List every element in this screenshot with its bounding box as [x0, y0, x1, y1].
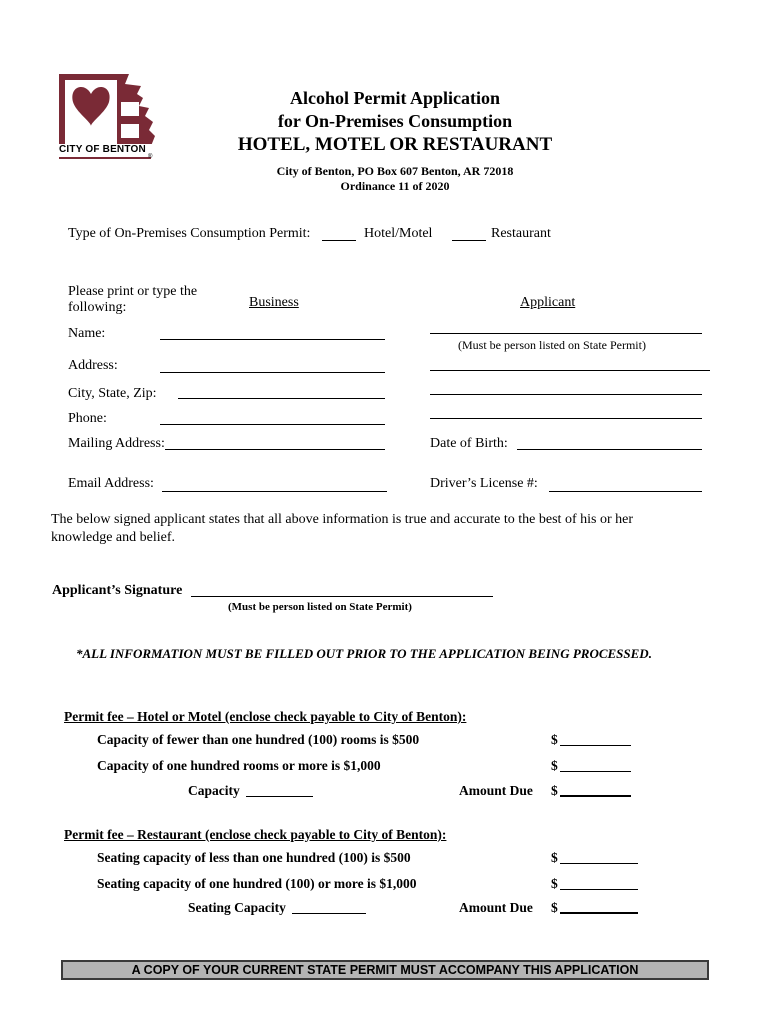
mailing-address-label: Mailing Address: — [68, 436, 165, 451]
logo-text: CITY OF BENTON — [59, 144, 146, 155]
drivers-license-field[interactable] — [549, 491, 702, 492]
hotel-motel-option: Hotel/Motel — [364, 226, 433, 241]
state-permit-banner: A COPY OF YOUR CURRENT STATE PERMIT MUST ACCOMPANY THIS APPLICATION — [61, 960, 709, 980]
restaurant-option: Restaurant — [491, 226, 551, 241]
hotel-amount-due-field[interactable] — [560, 795, 631, 797]
restaurant-dollar-1: $ — [551, 850, 558, 865]
statement-line-1: The below signed applicant states that all above information is true and accurate to the best of his or her — [51, 512, 633, 527]
hotel-motel-blank[interactable] — [322, 240, 356, 241]
city-state-zip-label: City, State, Zip: — [68, 386, 157, 401]
signature-note: (Must be person listed on State Permit) — [228, 601, 412, 613]
hotel-fee-500-field[interactable] — [560, 745, 631, 746]
hotel-fee-row-1: Capacity of fewer than one hundred (100) rooms is $500 — [97, 732, 420, 747]
hotel-capacity-label: Capacity — [188, 783, 240, 798]
restaurant-fee-row-1: Seating capacity of less than one hundred (100) is $500 — [97, 850, 411, 865]
hotel-dollar-2: $ — [551, 758, 558, 773]
hotel-fee-1000-field[interactable] — [560, 771, 631, 772]
email-address-label: Email Address: — [68, 476, 154, 491]
restaurant-amount-due-field[interactable] — [560, 912, 638, 914]
restaurant-amount-due-label: Amount Due — [459, 900, 533, 915]
city-of-benton-logo — [57, 72, 157, 162]
applicant-city-field[interactable] — [430, 394, 702, 395]
restaurant-fee-heading: Permit fee – Restaurant (enclose check payable to City of Benton): — [64, 827, 447, 842]
business-name-field[interactable] — [160, 339, 385, 340]
business-phone-field[interactable] — [160, 424, 385, 425]
hotel-fee-heading: Permit fee – Hotel or Motel (enclose check payable to City of Benton): — [64, 709, 467, 724]
business-address-field[interactable] — [160, 372, 385, 373]
title-line-1: Alcohol Permit Application — [290, 88, 500, 108]
hotel-capacity-field[interactable] — [246, 796, 313, 797]
signature-field[interactable] — [191, 596, 493, 597]
date-of-birth-field[interactable] — [517, 449, 702, 450]
applicant-column-header: Applicant — [520, 295, 576, 310]
applicant-name-note: (Must be person listed on State Permit) — [458, 338, 646, 352]
address-label: Address: — [68, 358, 118, 373]
statement-line-2: knowledge and belief. — [51, 530, 176, 545]
hotel-fee-row-2: Capacity of one hundred rooms or more is $1,000 — [97, 758, 381, 773]
ordinance: Ordinance 11 of 2020 — [340, 179, 450, 193]
name-label: Name: — [68, 326, 106, 341]
title-line-3: HOTEL, MOTEL OR RESTAURANT — [237, 134, 553, 155]
restaurant-dollar-2: $ — [551, 876, 558, 891]
business-column-header: Business — [249, 295, 299, 310]
business-city-field[interactable] — [178, 398, 385, 399]
restaurant-dollar-3: $ — [551, 900, 558, 915]
signature-label: Applicant’s Signature — [52, 583, 183, 598]
applicant-phone-field[interactable] — [430, 418, 702, 419]
drivers-license-label: Driver’s License #: — [430, 476, 538, 491]
business-mailing-field[interactable] — [165, 449, 385, 450]
restaurant-fee-1000-field[interactable] — [560, 889, 638, 890]
instruction-text: Please print or type the — [68, 284, 198, 299]
city-address: City of Benton, PO Box 607 Benton, AR 72018 — [276, 164, 514, 178]
title-line-2: for On-Premises Consumption — [277, 111, 513, 131]
restaurant-blank[interactable] — [452, 240, 486, 241]
restaurant-capacity-field[interactable] — [292, 913, 366, 914]
instruction-text-2: following: — [68, 300, 127, 315]
date-of-birth-label: Date of Birth: — [430, 436, 508, 451]
phone-label: Phone: — [68, 411, 107, 426]
applicant-name-field[interactable] — [430, 333, 702, 334]
restaurant-fee-row-2: Seating capacity of one hundred (100) or more is $1,000 — [97, 876, 417, 891]
restaurant-capacity-label: Seating Capacity — [188, 900, 286, 915]
applicant-address-field[interactable] — [430, 370, 710, 371]
required-notice: *ALL INFORMATION MUST BE FILLED OUT PRIOR TO THE APPLICATION BEING PROCESSED. — [76, 646, 652, 661]
email-address-field[interactable] — [162, 491, 387, 492]
hotel-dollar-3: $ — [551, 783, 558, 798]
registered-mark: ® — [148, 154, 153, 160]
restaurant-fee-500-field[interactable] — [560, 863, 638, 864]
permit-type-label: Type of On-Premises Consumption Permit: — [68, 226, 311, 241]
hotel-amount-due-label: Amount Due — [459, 783, 533, 798]
hotel-dollar-1: $ — [551, 732, 558, 747]
